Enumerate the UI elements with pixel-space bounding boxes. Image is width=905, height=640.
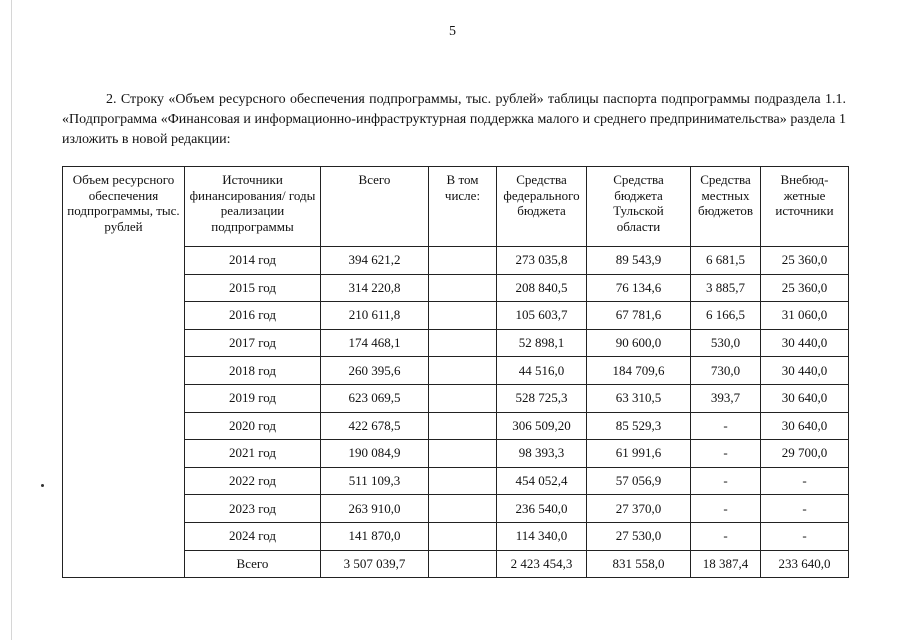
total-cell: 141 870,0 <box>321 522 429 550</box>
including-cell <box>429 329 497 357</box>
including-cell <box>429 550 497 578</box>
including-cell <box>429 412 497 440</box>
extrabudget-cell: - <box>761 522 849 550</box>
amendment-paragraph: 2. Строку «Объем ресурсного обеспечения подпрограммы, тыс. рублей» таблицы паспорта подпрограммы подраздела 1.1. «Подпрограмма «Финансовая и информационно-инфраструктурная поддержка малого и среднего предпринимательства» раздела 1 изложить в новой редакции: <box>62 92 846 147</box>
including-cell <box>429 274 497 302</box>
local-cell: - <box>691 522 761 550</box>
local-cell: 6 166,5 <box>691 302 761 330</box>
local-cell: - <box>691 440 761 468</box>
total-cell: 3 507 039,7 <box>321 550 429 578</box>
year-cell: 2014 год <box>185 247 321 275</box>
federal-cell: 236 540,0 <box>497 495 587 523</box>
regional-cell: 76 134,6 <box>587 274 691 302</box>
total-cell: 263 910,0 <box>321 495 429 523</box>
total-cell: 174 468,1 <box>321 329 429 357</box>
including-cell <box>429 467 497 495</box>
local-cell: 3 885,7 <box>691 274 761 302</box>
including-cell <box>429 440 497 468</box>
federal-cell: 306 509,20 <box>497 412 587 440</box>
regional-cell: 61 991,6 <box>587 440 691 468</box>
extrabudget-cell: 233 640,0 <box>761 550 849 578</box>
extrabudget-cell: 29 700,0 <box>761 440 849 468</box>
header-sources: Источники финансирования/ годы реализации подпрограммы <box>185 167 321 247</box>
federal-cell: 52 898,1 <box>497 329 587 357</box>
federal-cell: 105 603,7 <box>497 302 587 330</box>
table-header-row <box>63 167 849 247</box>
including-cell <box>429 495 497 523</box>
including-cell <box>429 247 497 275</box>
year-cell: 2017 год <box>185 329 321 357</box>
federal-cell: 98 393,3 <box>497 440 587 468</box>
federal-cell: 208 840,5 <box>497 274 587 302</box>
header-total: Всего <box>321 167 429 247</box>
regional-cell: 27 370,0 <box>587 495 691 523</box>
year-cell: 2024 год <box>185 522 321 550</box>
year-cell: 2018 год <box>185 357 321 385</box>
total-cell: 623 069,5 <box>321 384 429 412</box>
extrabudget-cell: 31 060,0 <box>761 302 849 330</box>
scan-artifact-dot <box>41 484 44 487</box>
header-regional: Средства бюджета Тульской области <box>587 167 691 247</box>
header-including: В том числе: <box>429 167 497 247</box>
local-cell: - <box>691 467 761 495</box>
regional-cell: 85 529,3 <box>587 412 691 440</box>
extrabudget-cell: - <box>761 495 849 523</box>
federal-cell: 528 725,3 <box>497 384 587 412</box>
local-cell: 18 387,4 <box>691 550 761 578</box>
total-cell: 394 621,2 <box>321 247 429 275</box>
resource-table <box>62 166 849 578</box>
year-cell: Всего <box>185 550 321 578</box>
regional-cell: 184 709,6 <box>587 357 691 385</box>
extrabudget-cell: 30 640,0 <box>761 384 849 412</box>
header-local: Средства местных бюджетов <box>691 167 761 247</box>
regional-cell: 89 543,9 <box>587 247 691 275</box>
federal-cell: 273 035,8 <box>497 247 587 275</box>
including-cell <box>429 384 497 412</box>
regional-cell: 90 600,0 <box>587 329 691 357</box>
regional-cell: 57 056,9 <box>587 467 691 495</box>
local-cell: 393,7 <box>691 384 761 412</box>
row-label-cell: Объем ресурсного обеспечения подпрограммы, тыс. рублей <box>63 167 185 578</box>
local-cell: 6 681,5 <box>691 247 761 275</box>
including-cell <box>429 357 497 385</box>
federal-cell: 114 340,0 <box>497 522 587 550</box>
regional-cell: 63 310,5 <box>587 384 691 412</box>
extrabudget-cell: - <box>761 467 849 495</box>
total-cell: 260 395,6 <box>321 357 429 385</box>
total-cell: 422 678,5 <box>321 412 429 440</box>
federal-cell: 454 052,4 <box>497 467 587 495</box>
including-cell <box>429 522 497 550</box>
year-cell: 2022 год <box>185 467 321 495</box>
extrabudget-cell: 30 440,0 <box>761 329 849 357</box>
year-cell: 2021 год <box>185 440 321 468</box>
local-cell: 730,0 <box>691 357 761 385</box>
total-cell: 314 220,8 <box>321 274 429 302</box>
local-cell: - <box>691 412 761 440</box>
regional-cell: 67 781,6 <box>587 302 691 330</box>
total-cell: 190 084,9 <box>321 440 429 468</box>
local-cell: - <box>691 495 761 523</box>
regional-cell: 831 558,0 <box>587 550 691 578</box>
year-cell: 2016 год <box>185 302 321 330</box>
extrabudget-cell: 30 440,0 <box>761 357 849 385</box>
year-cell: 2020 год <box>185 412 321 440</box>
extrabudget-cell: 25 360,0 <box>761 274 849 302</box>
local-cell: 530,0 <box>691 329 761 357</box>
federal-cell: 44 516,0 <box>497 357 587 385</box>
including-cell <box>429 302 497 330</box>
scan-margin-line <box>11 0 12 640</box>
federal-cell: 2 423 454,3 <box>497 550 587 578</box>
year-cell: 2019 год <box>185 384 321 412</box>
header-extrabudget: Внебюд-жетные источники <box>761 167 849 247</box>
extrabudget-cell: 30 640,0 <box>761 412 849 440</box>
total-cell: 511 109,3 <box>321 467 429 495</box>
extrabudget-cell: 25 360,0 <box>761 247 849 275</box>
year-cell: 2015 год <box>185 274 321 302</box>
total-cell: 210 611,8 <box>321 302 429 330</box>
header-federal: Средства федерального бюджета <box>497 167 587 247</box>
year-cell: 2023 год <box>185 495 321 523</box>
page-number: 5 <box>449 24 456 39</box>
regional-cell: 27 530,0 <box>587 522 691 550</box>
